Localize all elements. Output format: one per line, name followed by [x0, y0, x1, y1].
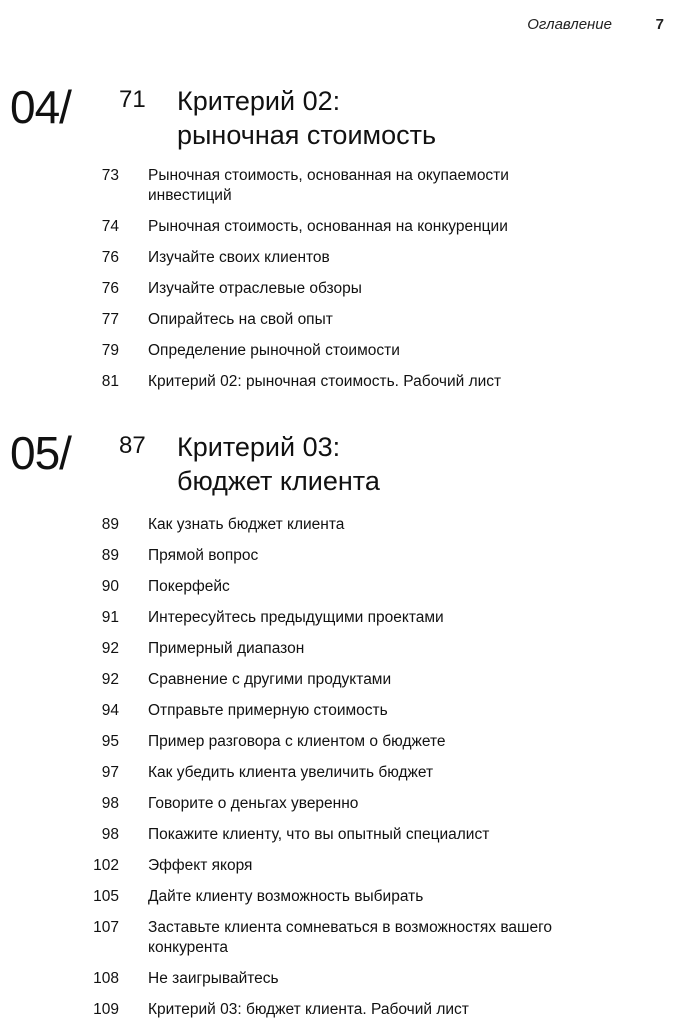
toc-entry-page: 97 — [101, 764, 119, 781]
toc-entry-title: Сравнение с другими продуктами — [148, 671, 392, 688]
running-header-title: Оглавление — [527, 16, 612, 33]
toc-entry-title: Покерфейс — [148, 578, 230, 595]
chapter-start-page: 71 — [119, 86, 146, 113]
toc-entry — [0, 918, 676, 958]
toc-entry-title: Критерий 02: рыночная стоимость. Рабочий лист — [148, 373, 502, 390]
toc-entry-title: Определение рыночной стоимости — [148, 342, 400, 359]
toc-entry-title: Покажите клиенту, что вы опытный специалист — [148, 826, 490, 843]
toc-entry-page: 89 — [101, 516, 119, 533]
toc-entry — [0, 732, 676, 752]
toc-entry-page: 92 — [101, 640, 119, 657]
toc-entry-title: Интересуйтесь предыдущими проектами — [148, 609, 444, 626]
toc-entry-title: Опирайтесь на свой опыт — [148, 311, 333, 328]
toc-entry — [0, 763, 676, 783]
toc-entry — [0, 856, 676, 876]
toc-entry — [0, 217, 676, 237]
toc-entry-page: 105 — [93, 888, 119, 905]
toc-entry-page: 109 — [93, 1001, 119, 1018]
chapter-05-entries — [0, 515, 676, 1031]
toc-entry-page: 79 — [101, 342, 119, 359]
toc-entry-title: Как узнать бюджет клиента — [148, 516, 345, 533]
toc-entry-page: 76 — [101, 249, 119, 266]
toc-entry — [0, 670, 676, 690]
toc-entry — [0, 969, 676, 989]
toc-entry-page: 91 — [101, 609, 119, 626]
running-header — [0, 16, 676, 36]
toc-entry-page: 94 — [101, 702, 119, 719]
chapter-title-line-2: рыночная стоимость — [177, 120, 437, 150]
toc-entry-page: 95 — [101, 733, 119, 750]
chapter-04-entries — [0, 166, 676, 403]
toc-entry — [0, 341, 676, 361]
chapter-title — [177, 430, 647, 498]
toc-entry-title: Изучайте отраслевые обзоры — [148, 280, 362, 297]
chapter-start-page: 87 — [119, 432, 146, 459]
toc-entry — [0, 608, 676, 628]
toc-entry-title: Критерий 03: бюджет клиента. Рабочий лист — [148, 1001, 469, 1018]
toc-entry-title: Примерный диапазон — [148, 640, 305, 657]
chapter-title-line-1: Критерий 03: — [177, 432, 341, 462]
toc-entry-page: 107 — [93, 919, 119, 936]
toc-entry-title: Говорите о деньгах уверенно — [148, 795, 359, 812]
toc-entry-title: Как убедить клиента увеличить бюджет — [148, 764, 434, 781]
chapter-number: 04/ — [10, 81, 71, 133]
toc-entry-page: 89 — [101, 547, 119, 564]
chapter-title-line-1: Критерий 02: — [177, 86, 341, 116]
toc-entry — [0, 825, 676, 845]
chapter-05-heading — [0, 427, 676, 496]
chapter-title — [177, 84, 647, 152]
toc-entry-title: Рыночная стоимость, основанная на окупаемости инвестиций — [148, 167, 509, 204]
toc-entry-page: 81 — [101, 373, 119, 390]
toc-entry-page: 92 — [101, 671, 119, 688]
page-number: 7 — [655, 16, 664, 33]
toc-entry-title: Не заигрывайтесь — [148, 970, 279, 987]
toc-entry — [0, 887, 676, 907]
toc-entry — [0, 310, 676, 330]
toc-entry — [0, 1000, 676, 1020]
toc-entry-title: Отправьте примерную стоимость — [148, 702, 388, 719]
toc-entry-page: 77 — [101, 311, 119, 328]
chapter-title-line-2: бюджет клиента — [177, 466, 380, 496]
toc-entry-title: Эффект якоря — [148, 857, 253, 874]
chapter-04-heading — [0, 81, 676, 150]
toc-entry-page: 98 — [101, 826, 119, 843]
toc-entry-title: Прямой вопрос — [148, 547, 259, 564]
toc-entry-title: Пример разговора с клиентом о бюджете — [148, 733, 446, 750]
toc-entry-page: 90 — [101, 578, 119, 595]
toc-entry-title: Рыночная стоимость, основанная на конкуренции — [148, 218, 508, 235]
toc-entry — [0, 794, 676, 814]
toc-entry-page: 73 — [101, 167, 119, 184]
toc-entry-title: Изучайте своих клиентов — [148, 249, 330, 266]
toc-entry-page: 98 — [101, 795, 119, 812]
toc-entry — [0, 166, 676, 206]
toc-entry-page: 108 — [93, 970, 119, 987]
toc-entry — [0, 515, 676, 535]
toc-entry — [0, 372, 676, 392]
toc-entry — [0, 279, 676, 299]
toc-entry-title: Заставьте клиента сомневаться в возможностях вашего конкурента — [148, 919, 553, 956]
toc-entry — [0, 248, 676, 268]
toc-entry-page: 102 — [93, 857, 119, 874]
toc-entry-page: 76 — [101, 280, 119, 297]
toc-entry-title: Дайте клиенту возможность выбирать — [148, 888, 424, 905]
toc-entry — [0, 577, 676, 597]
toc-entry — [0, 701, 676, 721]
toc-entry-page: 74 — [101, 218, 119, 235]
toc-entry — [0, 639, 676, 659]
toc-entry — [0, 546, 676, 566]
chapter-number: 05/ — [10, 427, 71, 479]
